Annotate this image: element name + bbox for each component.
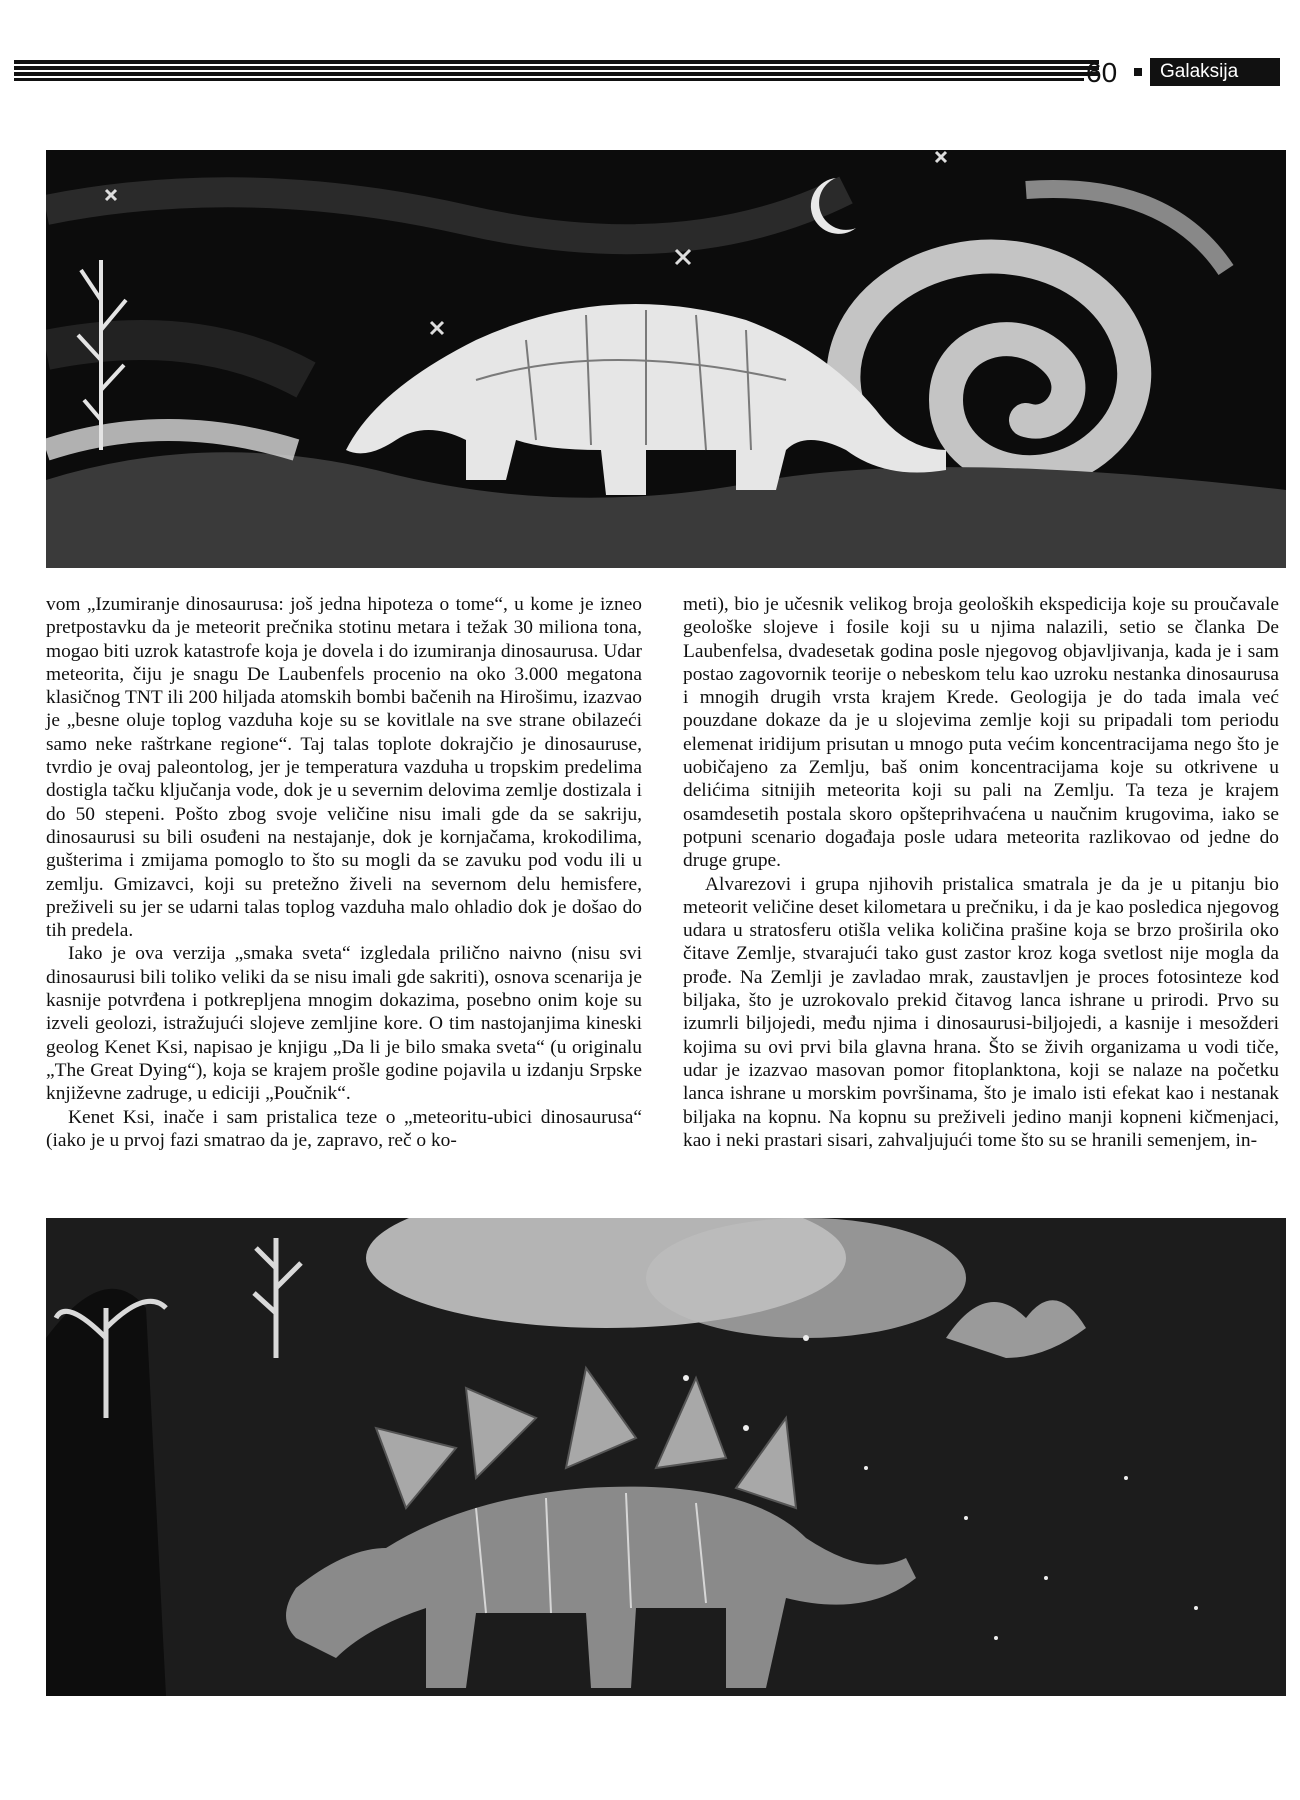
paragraph: vom „Izumiranje dinosaurusa: još jedna hipoteza o tome“, u kome je izneo pretpostavku da je meteorit prečnika stotinu metara i težak 30 miliona tona, mogao biti uzrok katastrofe koja je dovela i do izumiranja dinosaurusa. Udar meteorita, čiju je snagu De Laubenfels procenio na oko 3.000 megatona klasičnog TNT ili 200 hiljada atomskih bombi bačenih na Hirošimu, izazvao je „besne oluje toplog vazduha koje su se kovitlale na sve strane obilazeći samo neke raštrkane regione“. Taj talas toplote dokrajčio je dinosauruse, tvrdio je ovaj paleontolog, jer je temperatura vazduha u tropskim predelima dostigla tačku ključanja vode, dok je u severnim delovima zemlje dostizala i do 50 stepeni. Pošto zbog svoje veličine nisu imali gde da se sakriju, dinosaurusi su bili osuđeni na nestajanje, dok je kornjačama, krokodilima, gušterima i zmijama pomoglo to što su mogli da se zavuku pod vodu ili u zemlju. Gmizavci, koji su pretežno živeli na severnom delu hemisfere, preživeli su jer se udarni talas toplog vazduha malo ohladio dok je došao do tih predela. [46,594,642,942]
header-bullet [1134,68,1142,76]
page-number: 60 [1086,57,1118,88]
paragraph: Kenet Ksi, inače i sam pristalica teze o „meteoritu-ubici dinosaurusa“ (iako je u prvoj fazi smatrao da je, zapravo, reč o ko- [46,1106,642,1151]
paragraph: Iako je ova verzija „smaka sveta“ izgledala prilično naivno (nisu svi dinosaurusi bili toliko veliki da se nisu imali gde sakriti), osnova scenarija je kasnije potvrđena i potkrepljena mnogim dokazima, posebno onim koje su izveli geolozi, istražujući slojeve zemljine kore. O tim nastojanjima kineski geolog Kenet Ksi, napisao je knjigu „Da li je bilo smaka sveta“ (u originalu „The Great Dying“), koja se krajem prošle godine pojavila u izdanju Srpske književne zadruge, u ediciji „Poučnik“. [46,943,642,1105]
article-column-right [683,593,1279,1152]
illustration-stegosaurus [46,1218,1286,1696]
article-column-left [46,593,642,1152]
magazine-name: Galaksija [1150,58,1280,86]
illustration-sauropod [46,150,1286,568]
paragraph: meti), bio je učesnik velikog broja geoloških ekspedicija koje su proučavale geološke slojeve i fosile koji su u njima nalazili, setio se članka De Laubenfelsa, dvadesetak godina posle njegovog objavljivanja, kada je i sam postao zagovornik teorije o nebeskom telu kao uzroku nestanka dinosaurusa i mnogih drugih vrsta krajem Krede. Geologija je do tada imala već pouzdane dokaze da je u slojevima zemlje koji su pripadali tom periodu elemenat iridijum prisutan u mnogo puta većim koncentracijama nego što je uobičajeno za Zemlju, baš onim koncentracijama koje su otkrivene u delićima sitnijih meteorita koji su pali na Zemlju. Ta teza je krajem osamdesetih postala skoro opšteprihvaćena u naučnim krugovima, iako se potpuni scenario događaja posle udara meteorita razlikovao od jedne do druge grupe. [683,594,1279,872]
header-rule [14,60,1099,84]
paragraph: Alvarezovi i grupa njihovih pristalica smatrala je da je u pitanju bio meteorit veličine deset kilometara u prečniku, i da je kao posledica njegovog udara u stratosferu otišla velika količina prašine koja se brzo proširila oko čitave Zemlje, stvarajući tako gust zastor kroz koga svetlost nije mogla da prođe. Na Zemlji je zavladao mrak, zaustavljen je proces fotosinteze kod biljaka, što je uzrokovalo prekid čitavog lanca ishrane u prirodi. Prvo su izumrli biljojedi, među njima i dinosaurusi-biljojedi, a kasnije i mesožderi kojima su ovi prvi bila glavna hrana. Što se živih organizama u vodi tiče, udar je izazvao masovan pomor fitoplanktona, koji se nalaze na početku lanca ishrane u morskim površinama, što je imalo isti efekat kao i nestanak biljaka na kopnu. Na kopnu su preživeli jedino manji kopneni kičmenjaci, kao i neki prastari sisari, zahvaljujući tome što su se hranili semenjem, in- [683,873,1279,1151]
